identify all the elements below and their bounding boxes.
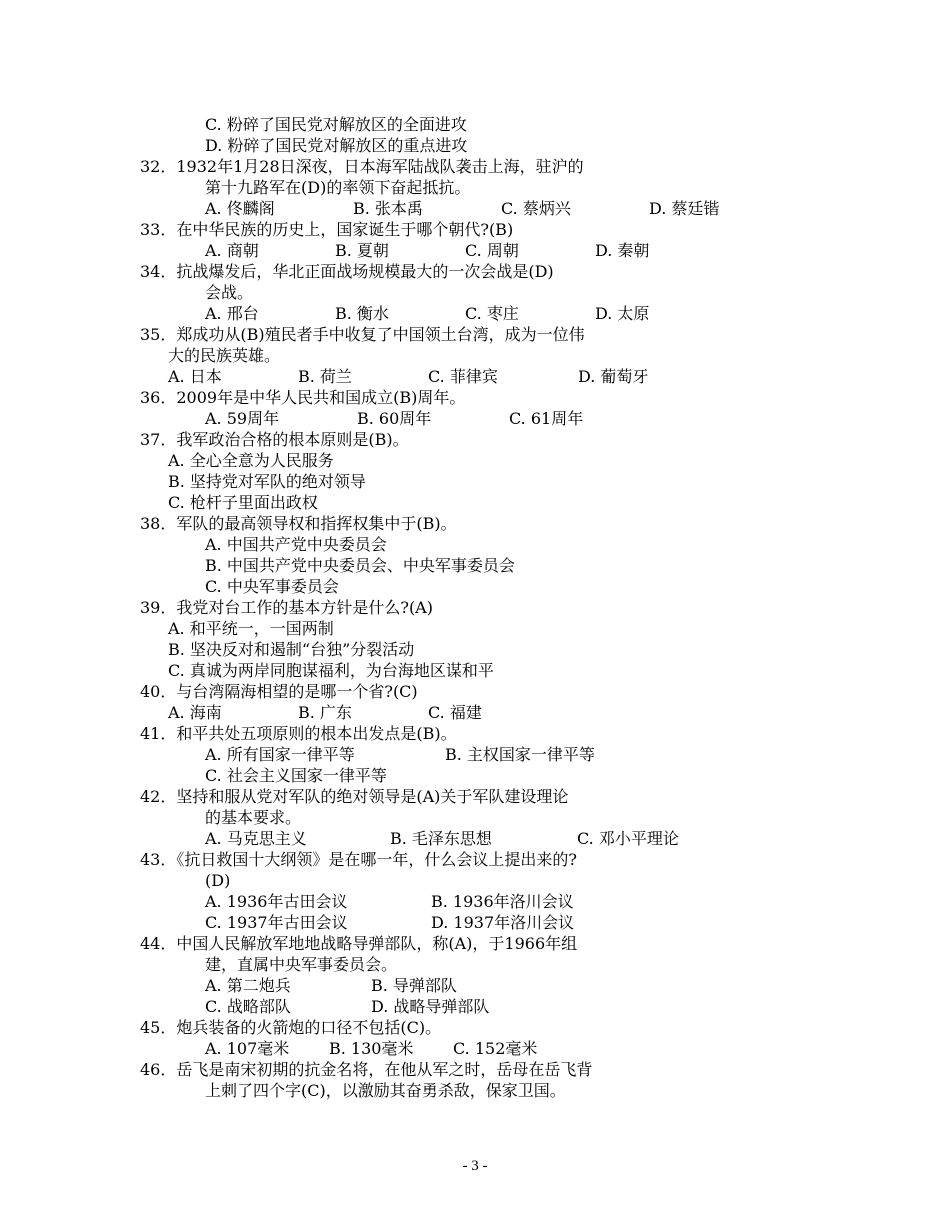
- question-39: 39．我党对台工作的基本方针是什么?(A): [140, 598, 433, 617]
- option-line: B. 中国共产党中央委员会、中央军事委员会: [205, 556, 515, 575]
- options-row: [205, 240, 649, 261]
- options-row: [168, 702, 482, 723]
- option-line: A. 全心全意为人民服务: [168, 451, 334, 470]
- question-36: 36．2009年是中华人民共和国成立(B)周年。: [140, 388, 466, 407]
- question-continuation: 的基本要求。: [205, 808, 302, 827]
- option-line: C. 中央军事委员会: [205, 577, 339, 596]
- option: C. 1937年古田会议: [205, 913, 348, 932]
- option: B. 主权国家一律平等: [445, 745, 595, 764]
- option: D. 战略导弹部队: [371, 997, 490, 1016]
- option: A. 日本: [168, 367, 222, 386]
- option: B. 毛泽东思想: [390, 829, 492, 848]
- options-row: [168, 366, 648, 387]
- option: A. 1936年古田会议: [205, 892, 348, 911]
- option: C. 福建: [428, 703, 482, 722]
- option-line: A. 中国共产党中央委员会: [205, 535, 387, 554]
- option: C. 61周年: [509, 409, 584, 428]
- option: D. 1937年洛川会议: [431, 913, 575, 932]
- option: D. 蔡廷锴: [649, 199, 720, 218]
- option: A. 海南: [168, 703, 222, 722]
- question-32: 32．1932年1月28日深夜，日本海军陆战队袭击上海，驻沪的: [140, 157, 584, 176]
- question-34: 34．抗战爆发后，华北正面战场规模最大的一次会战是(D): [140, 262, 554, 281]
- option: A. 所有国家一律平等: [205, 745, 355, 764]
- option: A. 邢台: [205, 304, 259, 323]
- option-line: B. 坚决反对和遏制“台独”分裂活动: [168, 640, 415, 659]
- options-row: [205, 1038, 537, 1059]
- question-continuation: 大的民族英雄。: [168, 346, 281, 365]
- question-40: 40．与台湾隔海相望的是哪一个省?(C): [140, 682, 418, 701]
- options-row: [205, 828, 679, 849]
- option: A. 佟麟阁: [205, 199, 275, 218]
- option: A. 马克思主义: [205, 829, 307, 848]
- options-row: [205, 744, 595, 765]
- options-row: [205, 891, 574, 912]
- option: C. 蔡炳兴: [501, 199, 571, 218]
- option: D. 秦朝: [595, 241, 650, 260]
- option: B. 广东: [298, 703, 352, 722]
- option: A. 107毫米: [205, 1039, 290, 1058]
- options-row: [205, 303, 649, 324]
- option: C. 周朝: [465, 241, 519, 260]
- question-44: 44．中国人民解放军地地战略导弹部队，称(A)，于1966年组: [140, 934, 578, 953]
- question-continuation: 建，直属中央军事委员会。: [205, 955, 398, 974]
- option: B. 衡水: [335, 304, 389, 323]
- option: C. 战略部队: [205, 997, 291, 1016]
- question-45: 45．炮兵装备的火箭炮的口径不包括(C)。: [140, 1018, 442, 1037]
- question-continuation: (D): [205, 871, 231, 890]
- question-37: 37．我军政治合格的根本原则是(B)。: [140, 430, 409, 449]
- options-row: [205, 996, 489, 1017]
- question-41: 41．和平共处五项原则的根本出发点是(B)。: [140, 724, 457, 743]
- question-continuation: 会战。: [205, 283, 254, 302]
- options-row: [205, 912, 574, 933]
- option: B. 130毫米: [329, 1039, 414, 1058]
- option-line: D. 粉碎了国民党对解放区的重点进攻: [205, 136, 468, 155]
- question-continuation: 第十九路军在(D)的率领下奋起抵抗。: [205, 178, 471, 197]
- question-35: 35．郑成功从(B)殖民者手中收复了中国领土台湾，成为一位伟: [140, 325, 585, 344]
- question-continuation: 上刺了四个字(C)，以激励其奋勇杀敌，保家卫国。: [205, 1081, 566, 1100]
- question-38: 38．军队的最高领导权和指挥权集中于(B)。: [140, 514, 457, 533]
- option: D. 太原: [595, 304, 650, 323]
- question-46: 46．岳飞是南宋初期的抗金名将，在他从军之时，岳母在岳飞背: [140, 1060, 593, 1079]
- option: A. 59周年: [205, 409, 280, 428]
- option: B. 夏朝: [335, 241, 389, 260]
- question-43: 43．《抗日救国十大纲领》是在哪一年，什么会议上提出来的?: [140, 850, 577, 869]
- option-line: B. 坚持党对军队的绝对领导: [168, 472, 366, 491]
- option-line: C. 真诚为两岸同胞谋福利，为台海地区谋和平: [168, 661, 494, 680]
- option: B. 荷兰: [298, 367, 352, 386]
- option-line: C. 粉碎了国民党对解放区的全面进攻: [205, 115, 467, 134]
- option: B. 1936年洛川会议: [431, 892, 574, 911]
- option: C. 152毫米: [453, 1039, 538, 1058]
- question-33: 33．在中华民族的历史上，国家诞生于哪个朝代?(B): [140, 220, 514, 239]
- option: A. 第二炮兵: [205, 976, 291, 995]
- option-line: C. 社会主义国家一律平等: [205, 766, 387, 785]
- option: B. 导弹部队: [371, 976, 457, 995]
- option-line: A. 和平统一，一国两制: [168, 619, 334, 638]
- question-42: 42．坚持和服从党对军队的绝对领导是(A)关于军队建设理论: [140, 787, 569, 806]
- option: A. 商朝: [205, 241, 259, 260]
- option: C. 枣庄: [465, 304, 519, 323]
- page-number: - 3 -: [462, 1158, 488, 1174]
- option: B. 60周年: [357, 409, 432, 428]
- option: B. 张本禹: [353, 199, 423, 218]
- option-line: C. 枪杆子里面出政权: [168, 493, 318, 512]
- option: D. 葡萄牙: [578, 367, 649, 386]
- options-row: [205, 975, 457, 996]
- option: C. 邓小平理论: [577, 829, 679, 848]
- options-row: [205, 408, 583, 429]
- options-row: [205, 198, 719, 219]
- option: C. 菲律宾: [428, 367, 498, 386]
